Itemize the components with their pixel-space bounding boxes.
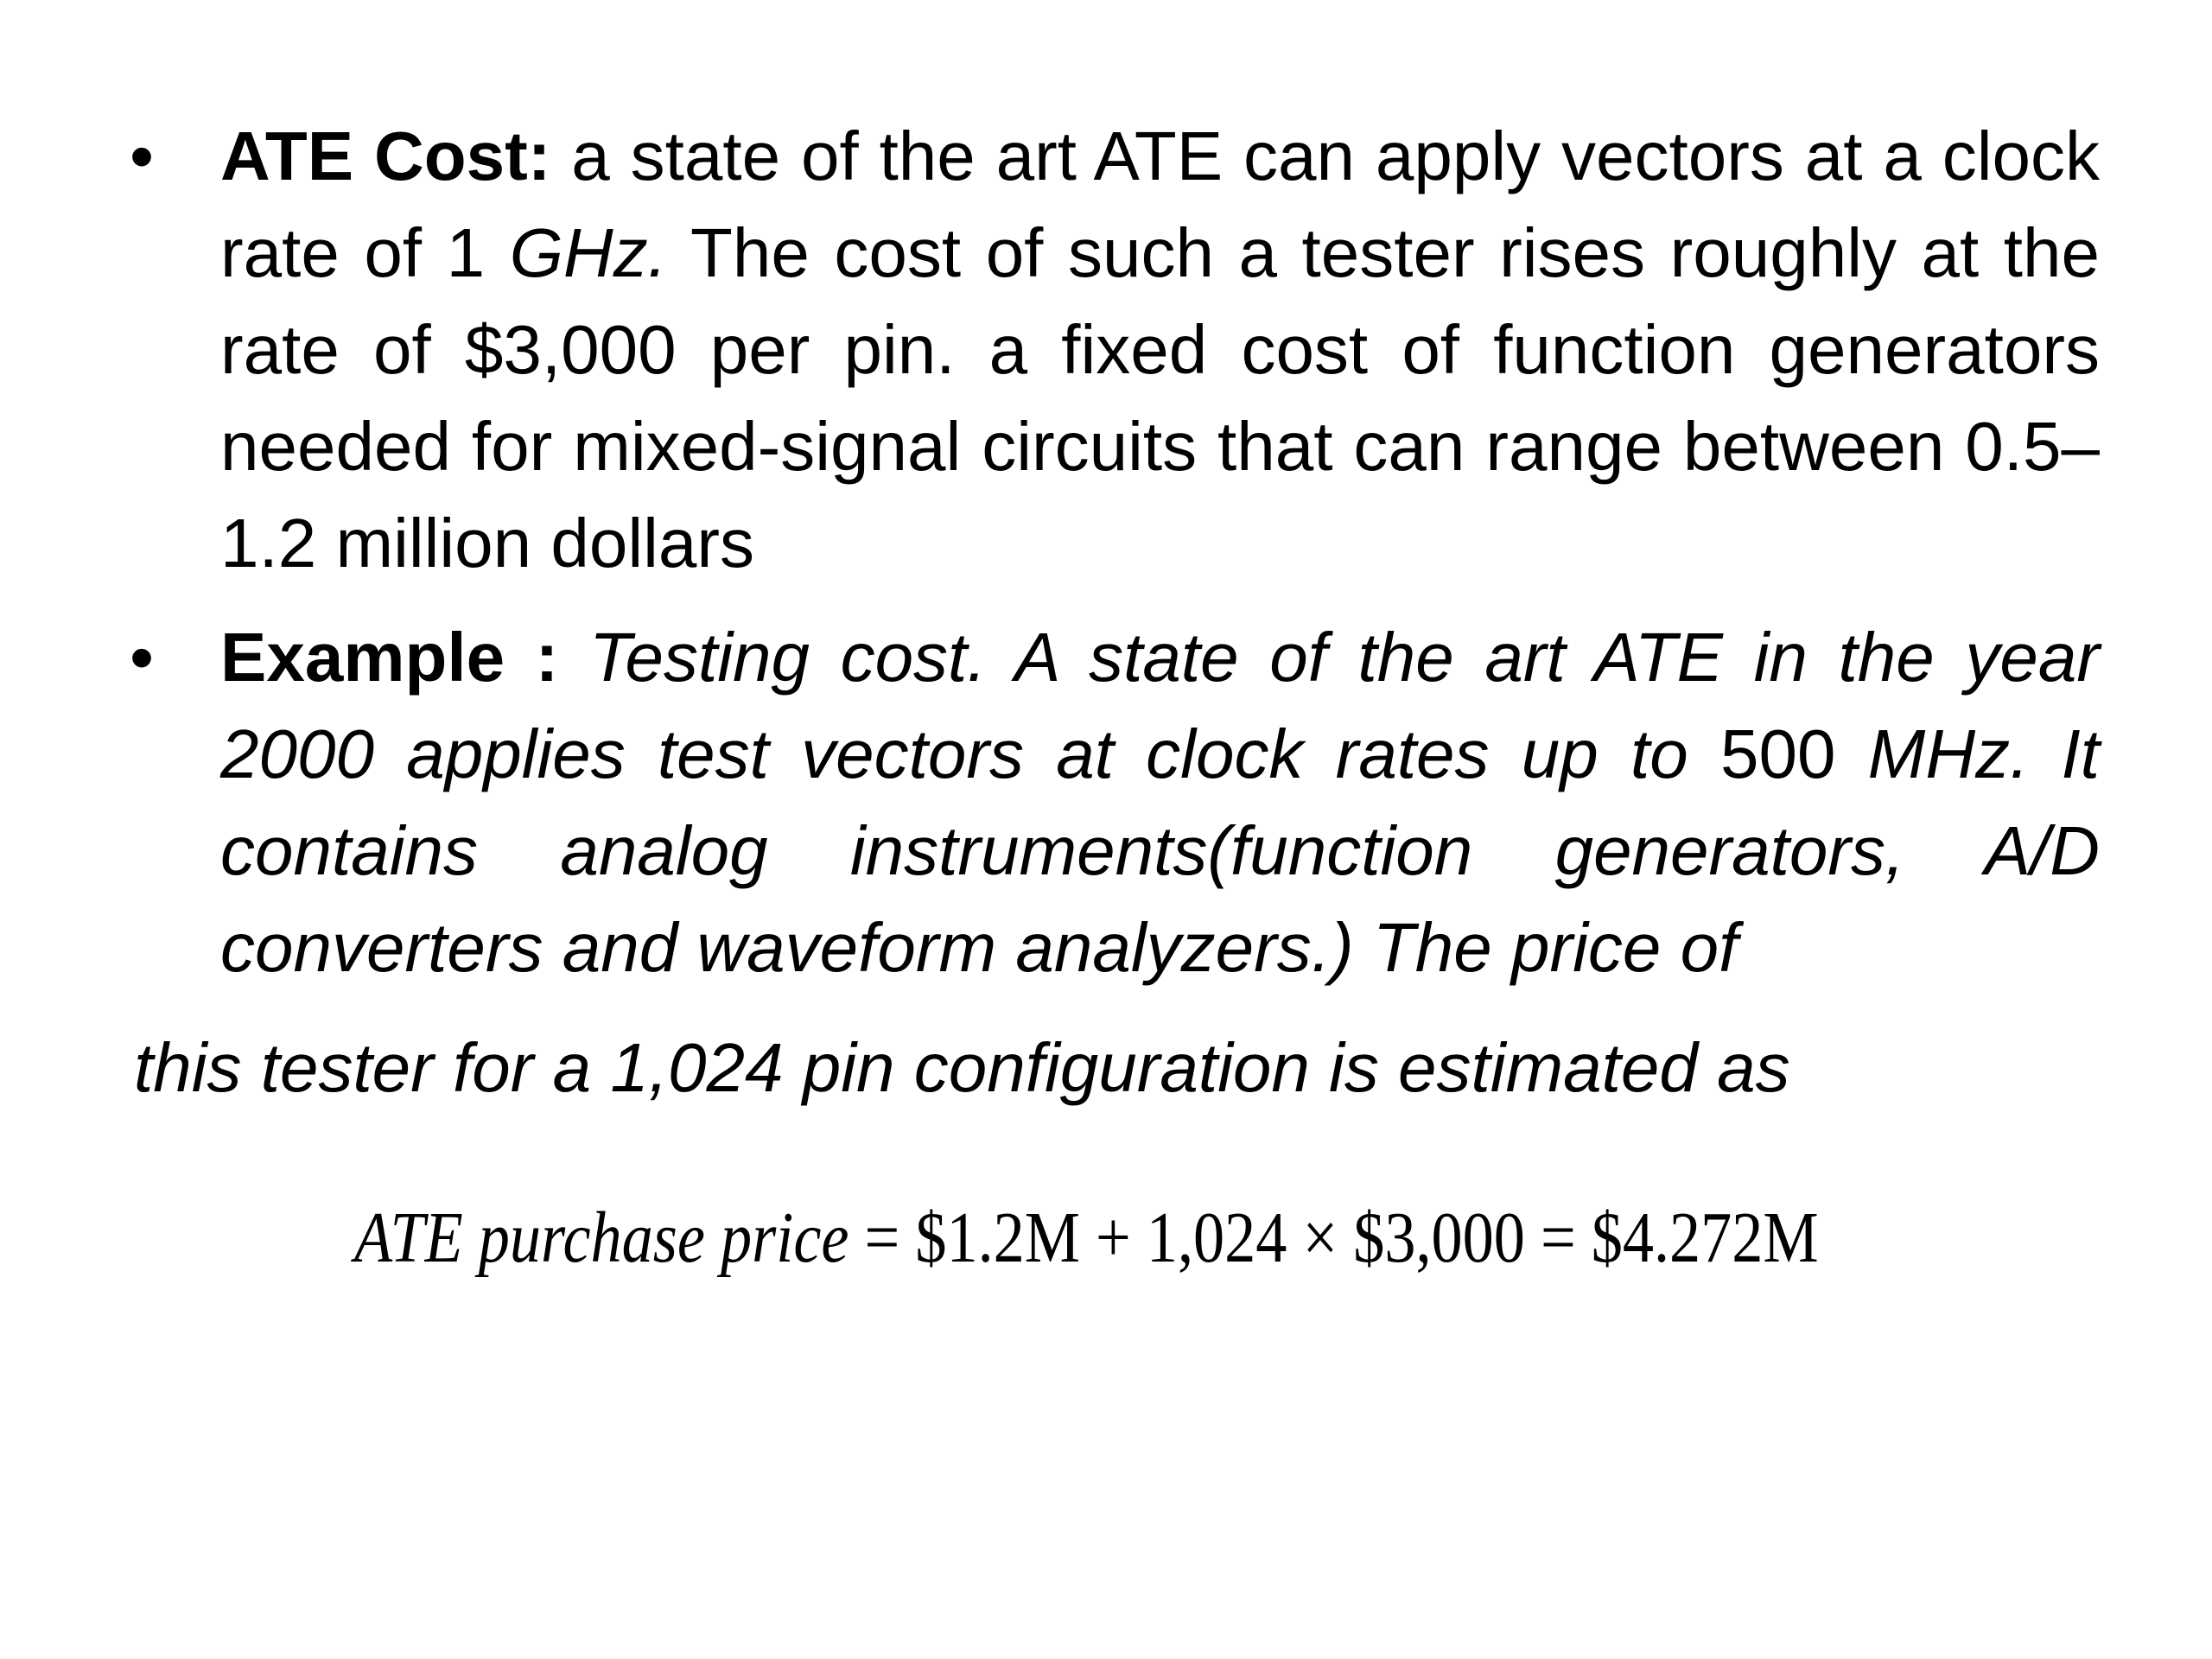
formula-lhs: ATE purchase price [354, 1198, 849, 1278]
bullet-ate-cost [130, 108, 2100, 592]
bullet-text: Testing cost. A state of the art ATE in the year 2000 applies test vectors at clock rates up to [220, 619, 2100, 792]
bullet-heading: Example : [220, 619, 559, 696]
bullet-text: MHz. It contains analog instruments(function generators, A/D converters and waveform analyzers.) The price of [220, 715, 2101, 986]
bullet-list [130, 108, 2100, 1014]
bullet-dot-icon: • [130, 619, 155, 696]
bullet-heading: ATE Cost: [220, 118, 551, 194]
formula [354, 1191, 1819, 1286]
bullet-example [130, 609, 2100, 996]
bullet-text: a state of the art ATE can apply vectors at a clock rate of 1 [220, 118, 2101, 291]
bullet-unit: GHz. [509, 214, 667, 291]
bullet-text: The cost of such a tester rises roughly at the rate of $3,000 per pin. a fixed cost of function generators needed for mixed-signal circuits that can range between 0.5–1.2 million dollars [220, 214, 2100, 582]
formula-rhs: = $1.2M + 1,024 × $3,000 = $4.272M [864, 1198, 1819, 1278]
bullet-rate: 500 [1719, 715, 1836, 792]
bullet-dot-icon: • [130, 118, 155, 194]
continuation-line: this tester for a 1,024 pin configuration is estimated as [134, 1029, 1790, 1106]
